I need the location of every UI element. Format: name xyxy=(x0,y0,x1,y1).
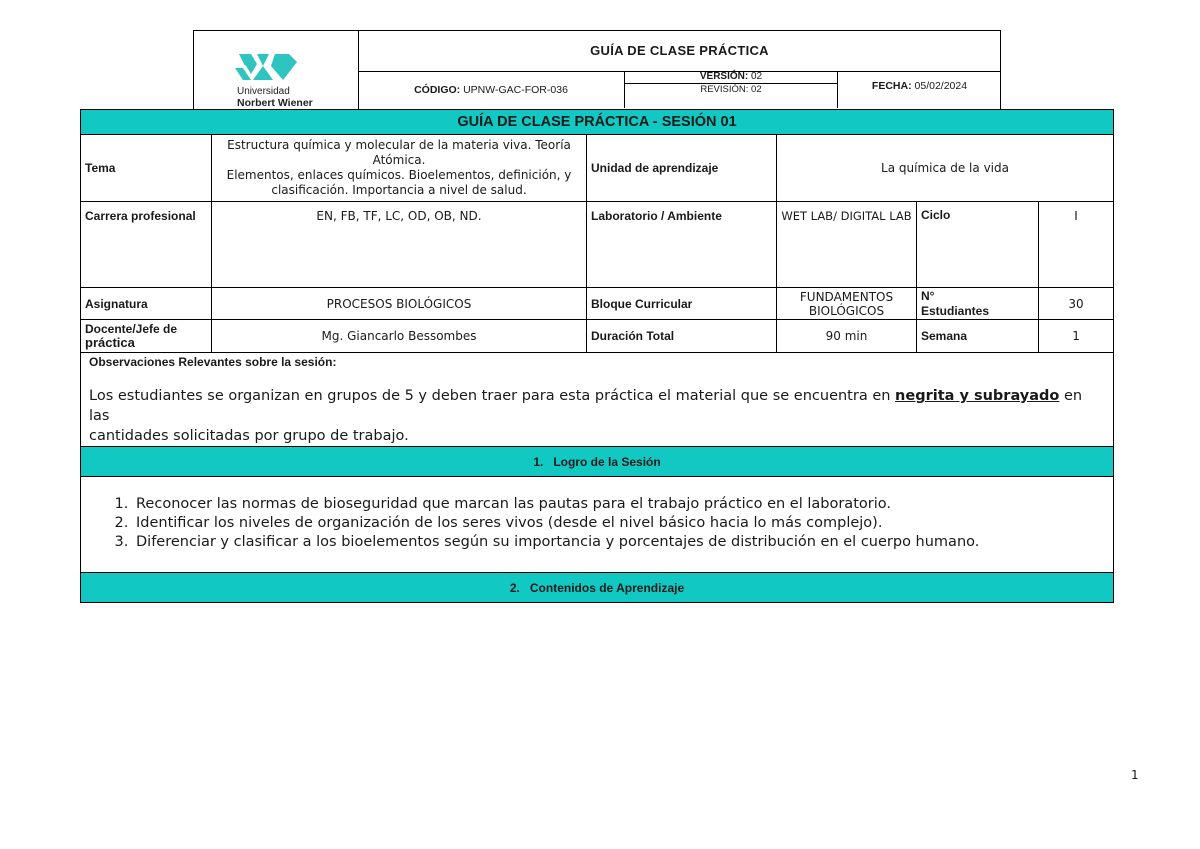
logro-items-cell xyxy=(81,477,1114,573)
tema-value xyxy=(212,135,587,202)
bloque-label: Bloque Curricular xyxy=(587,288,777,320)
ciclo-label: Ciclo xyxy=(917,202,1039,288)
page-number: 1 xyxy=(1131,768,1139,782)
logro-number: 1. xyxy=(533,454,544,469)
docente-value: Mg. Giancarlo Bessombes xyxy=(212,320,587,353)
carrera-value: EN, FB, TF, LC, OD, OB, ND. xyxy=(212,202,587,288)
header-fecha xyxy=(838,72,1001,100)
contenidos-number: 2. xyxy=(509,580,520,595)
asignatura-value: PROCESOS BIOLÓGICOS xyxy=(212,288,587,320)
docente-row xyxy=(81,320,1114,353)
laboratorio-value: WET LAB/ DIGITAL LAB xyxy=(777,202,917,288)
observaciones-cell xyxy=(81,353,1114,447)
docente-line: práctica xyxy=(85,335,135,350)
asignatura-row xyxy=(81,288,1114,320)
tema-line: Estructura química y molecular de la materia viva. Teoría xyxy=(227,138,571,152)
list-item: 3. Diferenciar y clasificar a los bioelementos según su importancia y porcentajes de distribución en el cuerpo humano. xyxy=(133,533,1109,552)
logro-list xyxy=(85,495,1109,552)
estudiantes-line: Estudiantes xyxy=(921,303,990,318)
asignatura-label: Asignatura xyxy=(81,288,212,320)
bloque-value xyxy=(777,288,917,320)
ciclo-value: I xyxy=(1039,202,1114,288)
session-table xyxy=(80,109,1114,603)
observaciones-text xyxy=(89,386,1105,446)
codigo-value: UPNW-GAC-FOR-036 xyxy=(463,84,568,96)
session-title: GUÍA DE CLASE PRÁCTICA - SESIÓN 01 xyxy=(81,110,1114,135)
version-line xyxy=(625,72,837,84)
revision-value: 02 xyxy=(751,84,762,95)
contenidos-header xyxy=(81,573,1114,603)
docente-label xyxy=(81,320,212,353)
semana-label: Semana xyxy=(917,320,1039,353)
tema-line: Atómica. xyxy=(372,153,426,167)
revision-label: REVISIÓN: xyxy=(700,84,749,95)
list-item: 1. Reconocer las normas de bioseguridad que marcan las pautas para el trabajo práctico en el laboratorio. xyxy=(133,495,1109,514)
session-title-row xyxy=(81,110,1114,135)
carrera-row xyxy=(81,202,1114,288)
logro-header xyxy=(81,447,1114,477)
tema-row xyxy=(81,135,1114,202)
contenidos-title: Contenidos de Aprendizaje xyxy=(529,580,685,595)
codigo-label: CÓDIGO: xyxy=(414,84,461,96)
header-version xyxy=(625,72,838,108)
version-label: VERSIÓN: xyxy=(699,71,749,82)
logo-line1: Universidad xyxy=(237,86,290,97)
estudiantes-value: 30 xyxy=(1039,288,1114,320)
observaciones-row xyxy=(81,353,1114,447)
contenidos-header-row xyxy=(81,573,1114,603)
fecha-label: FECHA: xyxy=(871,80,912,92)
tema-line: Elementos, enlaces químicos. Bioelementos, definición, y xyxy=(226,168,572,182)
fecha-value: 05/02/2024 xyxy=(914,80,968,92)
duracion-label: Duración Total xyxy=(587,320,777,353)
list-item: 2. Identificar los niveles de organización de los seres vivos (desde el nivel básico hacia lo más complejo). xyxy=(133,514,1109,533)
observaciones-line2: cantidades solicitadas por grupo de trabajo. xyxy=(89,428,409,444)
unidad-value: La química de la vida xyxy=(777,135,1114,202)
observaciones-after: en las xyxy=(89,388,1083,424)
logro-header-row xyxy=(81,447,1114,477)
observaciones-label: Observaciones Relevantes sobre la sesión: xyxy=(89,355,337,369)
version-value: 02 xyxy=(751,71,763,82)
tema-label: Tema xyxy=(81,135,212,202)
logro-title: Logro de la Sesión xyxy=(553,454,661,469)
bloque-line: FUNDAMENTOS xyxy=(799,289,894,304)
semana-value: 1 xyxy=(1039,320,1114,353)
tema-line: clasificación. Importancia a nivel de salud. xyxy=(271,183,527,197)
laboratorio-label: Laboratorio / Ambiente xyxy=(587,202,777,288)
estudiantes-line: N° xyxy=(921,288,935,303)
observaciones-before: Los estudiantes se organizan en grupos de 5 y deben traer para esta práctica el material que se encuentra en xyxy=(89,388,896,404)
logo-line2: Norbert Wiener xyxy=(237,97,313,109)
estudiantes-label xyxy=(917,288,1039,320)
observaciones-emphasis: negrita y subrayado xyxy=(895,388,1060,404)
logo-cell xyxy=(193,30,359,110)
carrera-label: Carrera profesional xyxy=(81,202,212,288)
unidad-label: Unidad de aprendizaje xyxy=(587,135,777,202)
duracion-value: 90 min xyxy=(777,320,917,353)
header-codigo xyxy=(358,72,625,108)
logro-items-row xyxy=(81,477,1114,573)
header-title: GUÍA DE CLASE PRÁCTICA xyxy=(358,30,1001,72)
bloque-line: BIOLÓGICOS xyxy=(808,303,885,318)
docente-line: Docente/Jefe de xyxy=(85,322,178,336)
revision-line xyxy=(625,84,837,95)
